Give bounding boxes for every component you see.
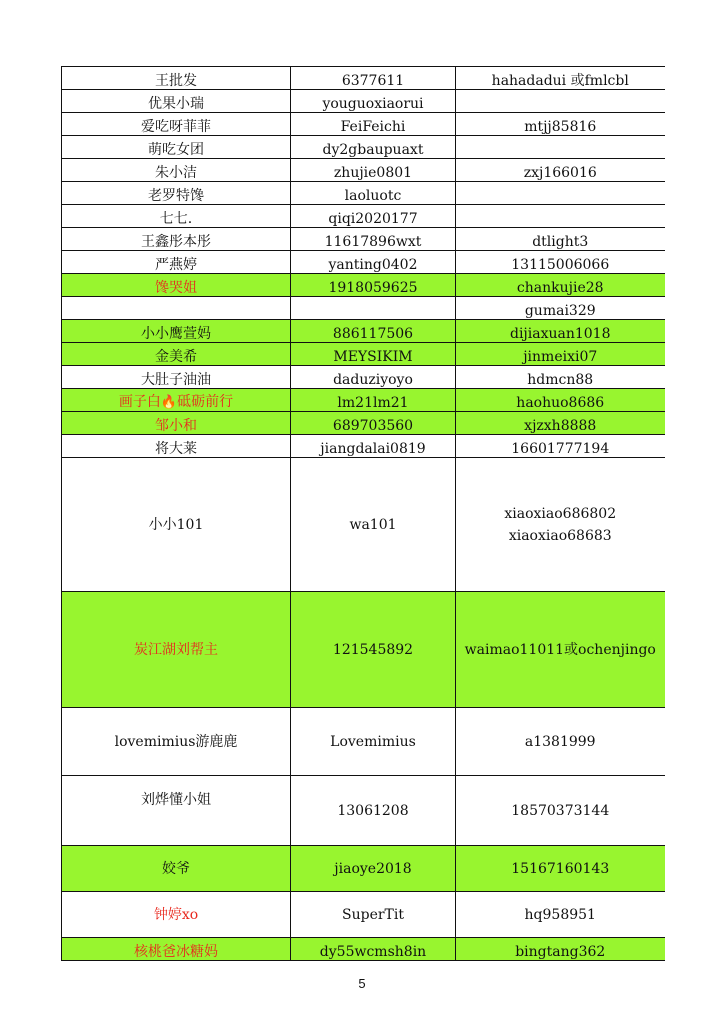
table-row-highlighted: [62, 320, 665, 343]
table-row-highlighted: [62, 412, 665, 435]
table-row: [62, 708, 665, 776]
flame-icon: 🔥: [160, 395, 178, 410]
id-cell: Lovemimius: [291, 708, 456, 776]
id-cell: jiangdalai0819: [291, 435, 456, 458]
id-cell: youguoxiaorui: [291, 90, 456, 113]
name-cell: 姣爷: [62, 846, 291, 892]
name-cell: 王鑫彤本彤: [62, 228, 291, 251]
id-cell: dy55wcmsh8in: [291, 938, 456, 961]
contact-cell: mtjj85816: [456, 113, 665, 136]
contact-cell: [456, 458, 665, 592]
table-row: [62, 159, 665, 182]
contact-cell: hq958951: [456, 892, 665, 938]
name-cell: 小小鹰萱妈: [62, 320, 291, 343]
name-cell: 萌吃女团: [62, 136, 291, 159]
contact-cell: bingtang362: [456, 938, 665, 961]
name-cell: 王批发: [62, 67, 291, 90]
contact-cell: 15167160143: [456, 846, 665, 892]
name-cell: 钟婷xo: [62, 892, 291, 938]
name-part: 砥砺前行: [177, 394, 234, 410]
contact-cell: jinmeixi07: [456, 343, 665, 366]
id-cell: wa101: [291, 458, 456, 592]
name-cell: [62, 389, 291, 412]
name-part: 画子白: [118, 394, 161, 410]
id-cell: FeiFeichi: [291, 113, 456, 136]
id-cell: laoluotc: [291, 182, 456, 205]
name-cell: 金美希: [62, 343, 291, 366]
table-row: [62, 435, 665, 458]
table-row: [62, 205, 665, 228]
id-cell: dy2gbaupuaxt: [291, 136, 456, 159]
name-cell: 邹小和: [62, 412, 291, 435]
contact-cell: [456, 182, 665, 205]
id-cell: 121545892: [291, 592, 456, 708]
id-cell: MEYSIKIM: [291, 343, 456, 366]
id-cell: [291, 297, 456, 320]
id-cell: 6377611: [291, 67, 456, 90]
name-cell: 大肚子油油: [62, 366, 291, 389]
contact-cell: xjzxh8888: [456, 412, 665, 435]
id-cell: 1918059625: [291, 274, 456, 297]
table-row-highlighted: [62, 343, 665, 366]
name-cell: 核桃爸冰糖妈: [62, 938, 291, 961]
contact-cell: dijiaxuan1018: [456, 320, 665, 343]
contact-cell: 13115006066: [456, 251, 665, 274]
table-row: [62, 67, 665, 90]
contact-cell: [456, 90, 665, 113]
id-cell: SuperTit: [291, 892, 456, 938]
contact-cell: 18570373144: [456, 776, 665, 846]
id-cell: 13061208: [291, 776, 456, 846]
table-row-highlighted: [62, 389, 665, 412]
table-row: [62, 90, 665, 113]
table-row: [62, 228, 665, 251]
name-cell: 爱吃呀菲菲: [62, 113, 291, 136]
name-cell: 小小101: [62, 458, 291, 592]
name-cell: 炭江湖刘帮主: [62, 592, 291, 708]
table-row: [62, 113, 665, 136]
contact-table: [61, 66, 665, 961]
id-cell: 886117506: [291, 320, 456, 343]
contact-line: xiaoxiao68683: [508, 527, 612, 544]
contact-cell: [456, 136, 665, 159]
contact-cell: [456, 205, 665, 228]
name-cell: 严燕婷: [62, 251, 291, 274]
table-row: [62, 251, 665, 274]
contact-cell: waimao11011或ochenjingo: [456, 592, 665, 708]
table-row: [62, 776, 665, 846]
name-cell: 朱小洁: [62, 159, 291, 182]
id-cell: daduziyoyo: [291, 366, 456, 389]
name-cell: 老罗特馋: [62, 182, 291, 205]
id-cell: zhujie0801: [291, 159, 456, 182]
id-cell: jiaoye2018: [291, 846, 456, 892]
table-row: [62, 182, 665, 205]
table-row: [62, 366, 665, 389]
contact-cell: 16601777194: [456, 435, 665, 458]
table-row: [62, 458, 665, 592]
contact-cell: haohuo8686: [456, 389, 665, 412]
contact-cell: chankujie28: [456, 274, 665, 297]
name-cell: 将大莱: [62, 435, 291, 458]
page-number: 5: [358, 976, 366, 991]
table-row: [62, 892, 665, 938]
contact-cell: zxj166016: [456, 159, 665, 182]
id-cell: qiqi2020177: [291, 205, 456, 228]
name-cell: 馋哭姐: [62, 274, 291, 297]
name-cell: 刘烨懂小姐: [62, 776, 291, 846]
contact-cell: a1381999: [456, 708, 665, 776]
id-cell: 11617896wxt: [291, 228, 456, 251]
contact-cell: gumai329: [456, 297, 665, 320]
contact-cell: dtlight3: [456, 228, 665, 251]
table-row-highlighted: [62, 592, 665, 708]
name-cell: [62, 297, 291, 320]
contact-line: xiaoxiao686802: [504, 505, 617, 522]
table-row: [62, 297, 665, 320]
table-row-highlighted: [62, 938, 665, 961]
contact-cell: hahadadui 或fmlcbl: [456, 67, 665, 90]
table-row: [62, 136, 665, 159]
name-cell: lovemimius游鹿鹿: [62, 708, 291, 776]
id-cell: lm21lm21: [291, 389, 456, 412]
table-row-highlighted: [62, 846, 665, 892]
id-cell: 689703560: [291, 412, 456, 435]
contact-cell: hdmcn88: [456, 366, 665, 389]
name-cell: 优果小瑞: [62, 90, 291, 113]
name-cell: 七七.: [62, 205, 291, 228]
table-row-highlighted: [62, 274, 665, 297]
id-cell: yanting0402: [291, 251, 456, 274]
